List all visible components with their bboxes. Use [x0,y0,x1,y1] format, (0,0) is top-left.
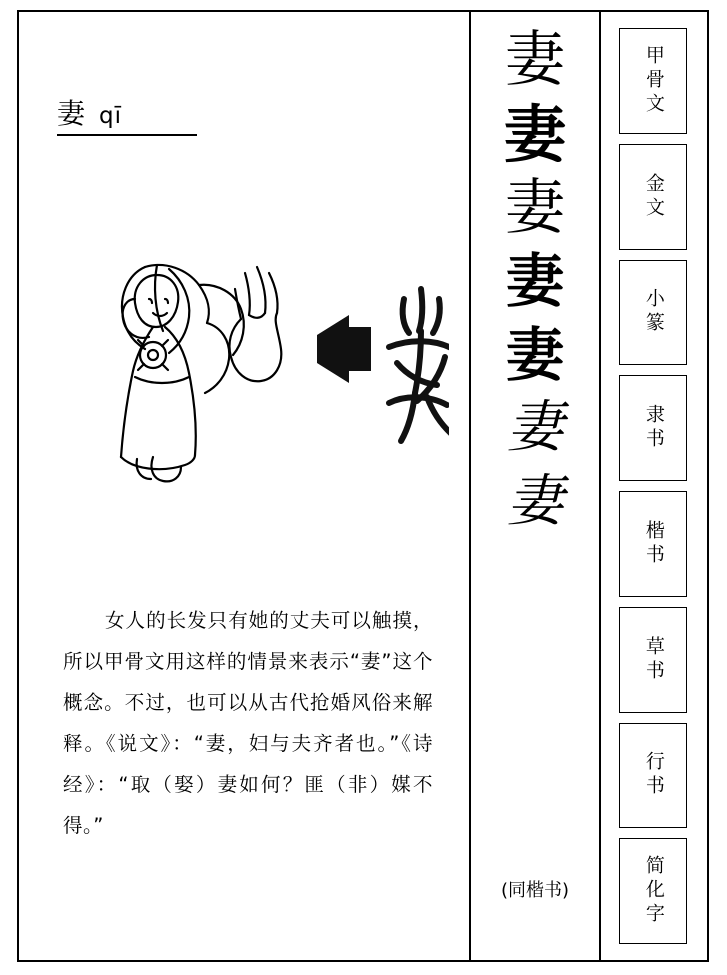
headword-pinyin: qī [99,103,123,129]
script-label-clerical-text: 隶书 [642,404,665,453]
evolution-glyph-clerical: 妻 [505,247,564,315]
evolution-glyph-seal: 妻 [505,173,565,243]
script-label-regular [619,491,687,597]
script-label-oracle-text: 甲骨文 [642,44,665,117]
evolution-glyph-oracle: 妻 [505,25,565,95]
evolution-glyph-bronze: 妻 [503,98,566,171]
script-label-simplified-text: 简化字 [642,855,665,928]
script-label-simplified [619,838,687,944]
evolution-glyph-list [471,25,599,540]
woman-drawing [121,265,244,481]
script-label-column [601,12,705,960]
explanation-text: 女人的长发只有她的丈夫可以触摸，所以甲骨文用这样的情景来表示“妻”这个概念。不过，也可以从古代抢婚风俗来解释。《说文》：“妻，妇与夫齐者也。”《诗经》：“取（娶）妻如何？匪（非）媒不得。” [63,609,433,837]
headword-character: 妻 [57,97,86,130]
script-label-running [619,723,687,829]
page-frame [17,10,709,962]
script-label-oracle [619,28,687,134]
evolution-note: (同楷书) [500,880,570,901]
illustration [49,207,449,507]
script-label-cursive-text: 草书 [642,635,665,684]
evolution-glyph-cursive: 妻 [507,395,563,460]
evolution-glyph-regular: 妻 [505,321,564,389]
evolution-glyph-running: 妻 [507,469,563,534]
oracle-glyph [389,289,449,441]
script-label-seal [619,260,687,366]
evolution-column [471,12,601,960]
hand-drawing [229,267,281,381]
script-label-seal-text: 小篆 [642,288,665,337]
script-label-cursive [619,607,687,713]
script-label-bronze [619,144,687,250]
arrow-right-icon [317,315,371,383]
headword [57,97,197,136]
script-label-regular-text: 楷书 [642,519,665,568]
script-label-bronze-text: 金文 [642,172,665,221]
script-label-running-text: 行书 [642,751,665,800]
main-panel [19,12,471,960]
script-label-clerical [619,375,687,481]
